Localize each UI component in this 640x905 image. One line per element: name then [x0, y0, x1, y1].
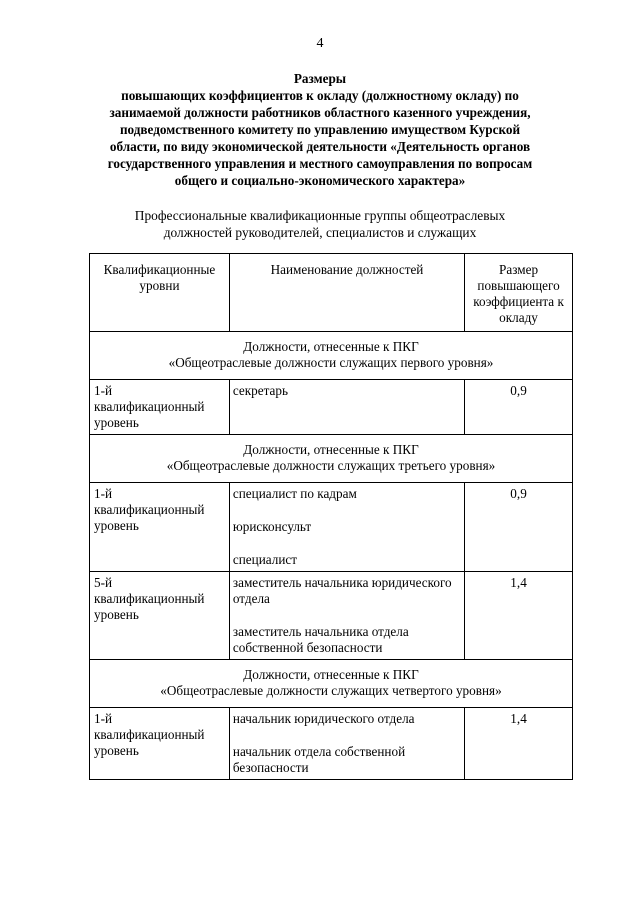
subtitle-line: должностей руководителей, специалистов и служащих — [163, 225, 477, 240]
group-header — [90, 660, 573, 708]
group-header-row — [90, 435, 573, 483]
position-name: юрисконсульт — [232, 519, 312, 534]
title-line: подведомственного комитету по управлению имуществом Курской — [119, 122, 521, 137]
title-line: повышающих коэффициентов к окладу (должностному окладу) по — [121, 88, 519, 103]
title-line: Размеры — [293, 71, 347, 86]
position-name: заместитель начальника юридического отдела — [232, 575, 452, 606]
position-name: секретарь — [232, 383, 288, 398]
group-title-line: Должности, отнесенные к ПКГ — [243, 339, 419, 354]
position-cell — [229, 572, 464, 660]
position-name: специалист по кадрам — [232, 486, 357, 501]
table-header-row — [90, 254, 573, 332]
group-title-line: «Общеотраслевые должности служащих первого уровня» — [168, 355, 494, 370]
level-cell: 1-й квалификационный уровень — [90, 708, 230, 780]
group-header-row — [90, 332, 573, 380]
coefficient-cell: 0,9 — [465, 483, 573, 572]
document-title — [70, 70, 570, 189]
coefficient-cell: 1,4 — [465, 572, 573, 660]
group-title-line: Должности, отнесенные к ПКГ — [243, 667, 419, 682]
header-level: Квалификационные уровни — [90, 254, 230, 332]
group-title-line: Должности, отнесенные к ПКГ — [243, 442, 419, 457]
title-line: государственного управления и местного самоуправления по вопросам — [107, 156, 533, 171]
coefficient-cell: 1,4 — [465, 708, 573, 780]
document-subtitle — [80, 207, 560, 241]
coefficients-table — [89, 253, 573, 780]
position-cell — [229, 708, 464, 780]
position-name: начальник отдела собственной безопасности — [232, 744, 406, 775]
page-number: 4 — [316, 36, 324, 51]
position-cell — [229, 483, 464, 572]
table-row — [90, 572, 573, 660]
position-name: начальник юридического отдела — [232, 711, 415, 726]
group-title-line: «Общеотраслевые должности служащих четвертого уровня» — [160, 683, 502, 698]
subtitle-line: Профессиональные квалификационные группы общеотраслевых — [134, 208, 506, 223]
level-cell: 5-й квалификационный уровень — [90, 572, 230, 660]
coefficient-cell: 0,9 — [465, 380, 573, 435]
table-row — [90, 380, 573, 435]
table-row — [90, 483, 573, 572]
position-name: специалист — [232, 552, 297, 567]
group-header — [90, 435, 573, 483]
header-coefficient: Размер повышающего коэффициента к окладу — [465, 254, 573, 332]
title-line: общего и социально-экономического характера» — [174, 173, 466, 188]
level-cell: 1-й квалификационный уровень — [90, 380, 230, 435]
group-header-row — [90, 660, 573, 708]
table-row — [90, 708, 573, 780]
group-title-line: «Общеотраслевые должности служащих третьего уровня» — [166, 458, 496, 473]
position-cell — [229, 380, 464, 435]
title-line: области, по виду экономической деятельности «Деятельность органов — [109, 139, 531, 154]
level-cell: 1-й квалификационный уровень — [90, 483, 230, 572]
header-position: Наименование должностей — [229, 254, 464, 332]
position-name: заместитель начальника отдела собственной безопасности — [232, 624, 409, 655]
group-header — [90, 332, 573, 380]
title-line: занимаемой должности работников областного казенного учреждения, — [109, 105, 531, 120]
